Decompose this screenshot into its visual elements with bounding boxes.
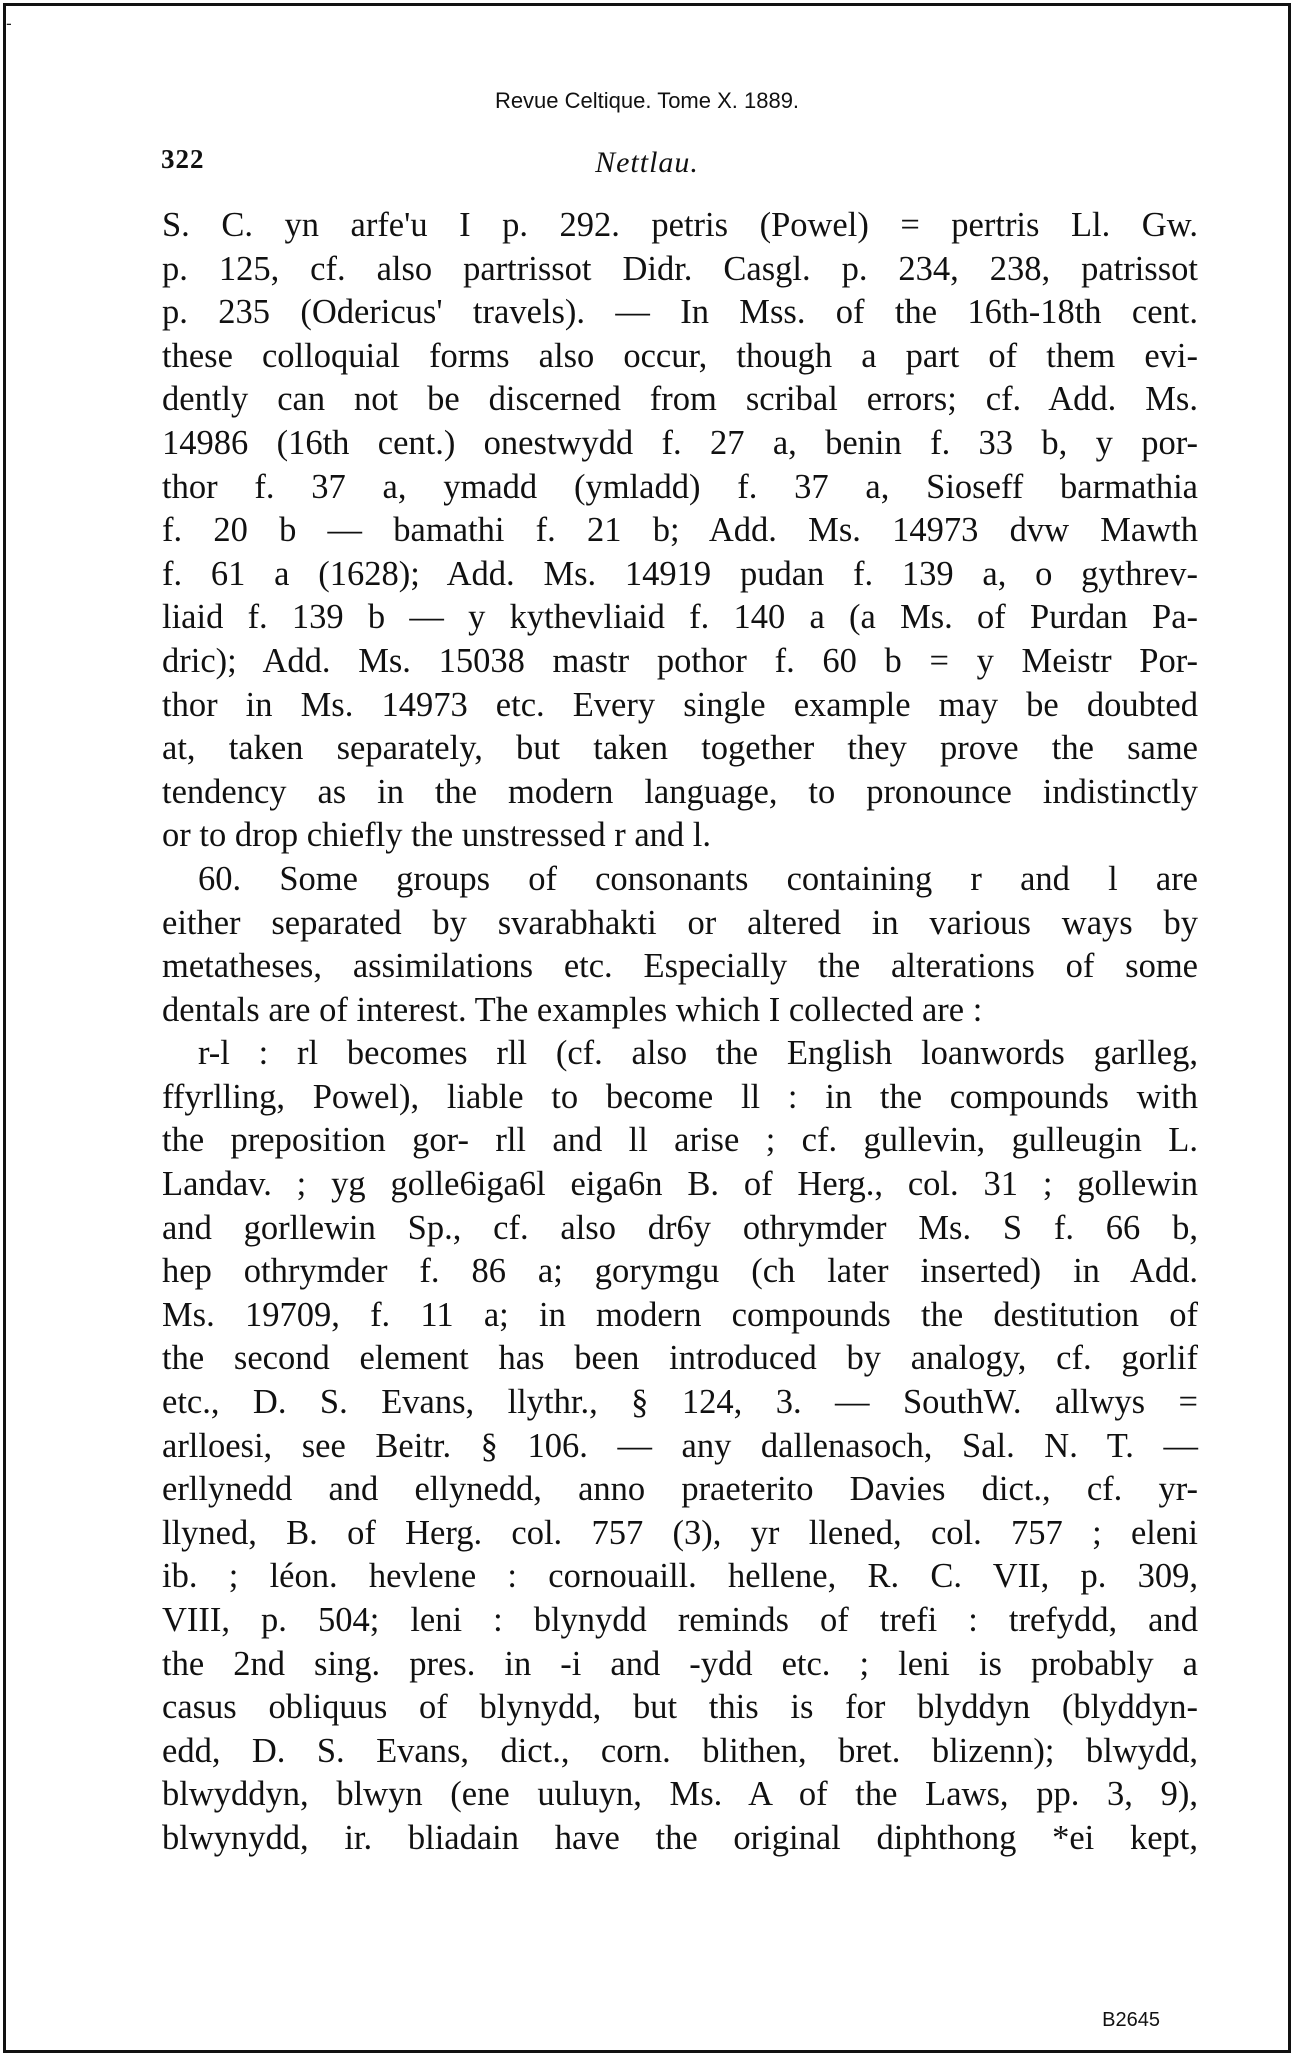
- text-line: f. 20 b — bamathi f. 21 b; Add. Ms. 14973 dvw Mawth: [162, 511, 1198, 550]
- text-line: these colloquial forms also occur, though a part of them evi-: [162, 336, 1198, 375]
- text-line: either separated by svarabhakti or altered in various ways by: [162, 903, 1198, 942]
- text-line: ib. ; léon. hevlene : cornouaill. hellene, R. C. VII, p. 309,: [162, 1557, 1198, 1596]
- text-line: the 2nd sing. pres. in -i and -ydd etc. ; leni is probably a: [162, 1644, 1198, 1683]
- text-line: f. 61 a (1628); Add. Ms. 14919 pudan f. 139 a, o gythrev-: [162, 554, 1198, 593]
- text-line: 14986 (16th cent.) onestwydd f. 27 a, benin f. 33 b, y por-: [162, 423, 1198, 462]
- text-line: edd, D. S. Evans, dict., corn. blithen, bret. blizenn); blwydd,: [162, 1731, 1198, 1770]
- text-line: thor in Ms. 14973 etc. Every single example may be doubted: [162, 685, 1198, 724]
- text-line: llyned, B. of Herg. col. 757 (3), yr llened, col. 757 ; eleni: [162, 1513, 1198, 1552]
- text-line: blwyddyn, blwyn (ene uuluyn, Ms. A of the Laws, pp. 3, 9),: [162, 1775, 1198, 1814]
- source-caption: Revue Celtique. Tome X. 1889.: [494, 88, 800, 113]
- text-line: hep othrymder f. 86 a; gorymgu (ch later inserted) in Add.: [162, 1252, 1198, 1291]
- text-line: dentals are of interest. The examples which I collected are :: [162, 990, 983, 1029]
- text-line: ffyrlling, Powel), liable to become ll : in the compounds with: [162, 1077, 1198, 1116]
- text-line: metatheses, assimilations etc. Especially the alterations of some: [162, 947, 1198, 986]
- text-line: Landav. ; yg golle6iga6l eiga6n B. of Herg., col. 31 ; gollewin: [162, 1165, 1198, 1204]
- text-line: blwynydd, ir. bliadain have the original diphthong *ei kept,: [162, 1818, 1198, 1857]
- running-head: Nettlau.: [595, 146, 699, 179]
- page-number: 322: [161, 144, 205, 174]
- text-line: the preposition gor- rll and ll arise ; cf. gullevin, gulleugin L.: [162, 1121, 1198, 1160]
- text-line: etc., D. S. Evans, llythr., § 124, 3. — SouthW. allwys =: [162, 1383, 1198, 1422]
- scanned-page: [3, 3, 1291, 2053]
- text-line: or to drop chiefly the unstressed r and l.: [162, 816, 711, 855]
- text-line: liaid f. 139 b — y kythevliaid f. 140 a (a Ms. of Purdan Pa-: [162, 598, 1198, 637]
- text-line: p. 235 (Odericus' travels). — In Mss. of the 16th-18th cent.: [162, 293, 1198, 332]
- text-line: casus obliquus of blynydd, but this is for blyddyn (blyddyn-: [162, 1688, 1198, 1727]
- text-line: thor f. 37 a, ymadd (ymladd) f. 37 a, Sioseff barmathia: [162, 467, 1198, 506]
- text-line: tendency as in the modern language, to pronounce indistinctly: [162, 772, 1198, 811]
- text-line: dric); Add. Ms. 15038 mastr pothor f. 60 b = y Meistr Por-: [162, 641, 1198, 680]
- body-text: [162, 204, 1198, 1861]
- text-line: S. C. yn arfe'u I p. 292. petris (Powel) = pertris Ll. Gw.: [162, 206, 1198, 244]
- text-line: arlloesi, see Beitr. § 106. — any dallenasoch, Sal. N. T. —: [162, 1426, 1198, 1465]
- corner-tick-icon: -: [6, 14, 12, 33]
- text-line: Ms. 19709, f. 11 a; in modern compounds the destitution of: [162, 1295, 1198, 1334]
- text-line: 60. Some groups of consonants containing r and l are: [198, 859, 1198, 898]
- catalog-number: B2645: [1102, 2009, 1160, 2031]
- text-line: VIII, p. 504; leni : blynydd reminds of trefi : trefydd, and: [162, 1601, 1198, 1639]
- text-line: and gorllewin Sp., cf. also dr6y othrymder Ms. S f. 66 b,: [162, 1208, 1198, 1247]
- text-line: the second element has been introduced by analogy, cf. gorlif: [162, 1339, 1198, 1378]
- text-line: r-l : rl becomes rll (cf. also the English loanwords garlleg,: [198, 1034, 1198, 1073]
- text-line: at, taken separately, but taken together they prove the same: [162, 729, 1198, 768]
- text-line: dently can not be discerned from scribal errors; cf. Add. Ms.: [162, 380, 1198, 419]
- text-line: p. 125, cf. also partrissot Didr. Casgl. p. 234, 238, patrissot: [162, 249, 1198, 288]
- text-line: erllynedd and ellynedd, anno praeterito Davies dict., cf. yr-: [162, 1470, 1198, 1509]
